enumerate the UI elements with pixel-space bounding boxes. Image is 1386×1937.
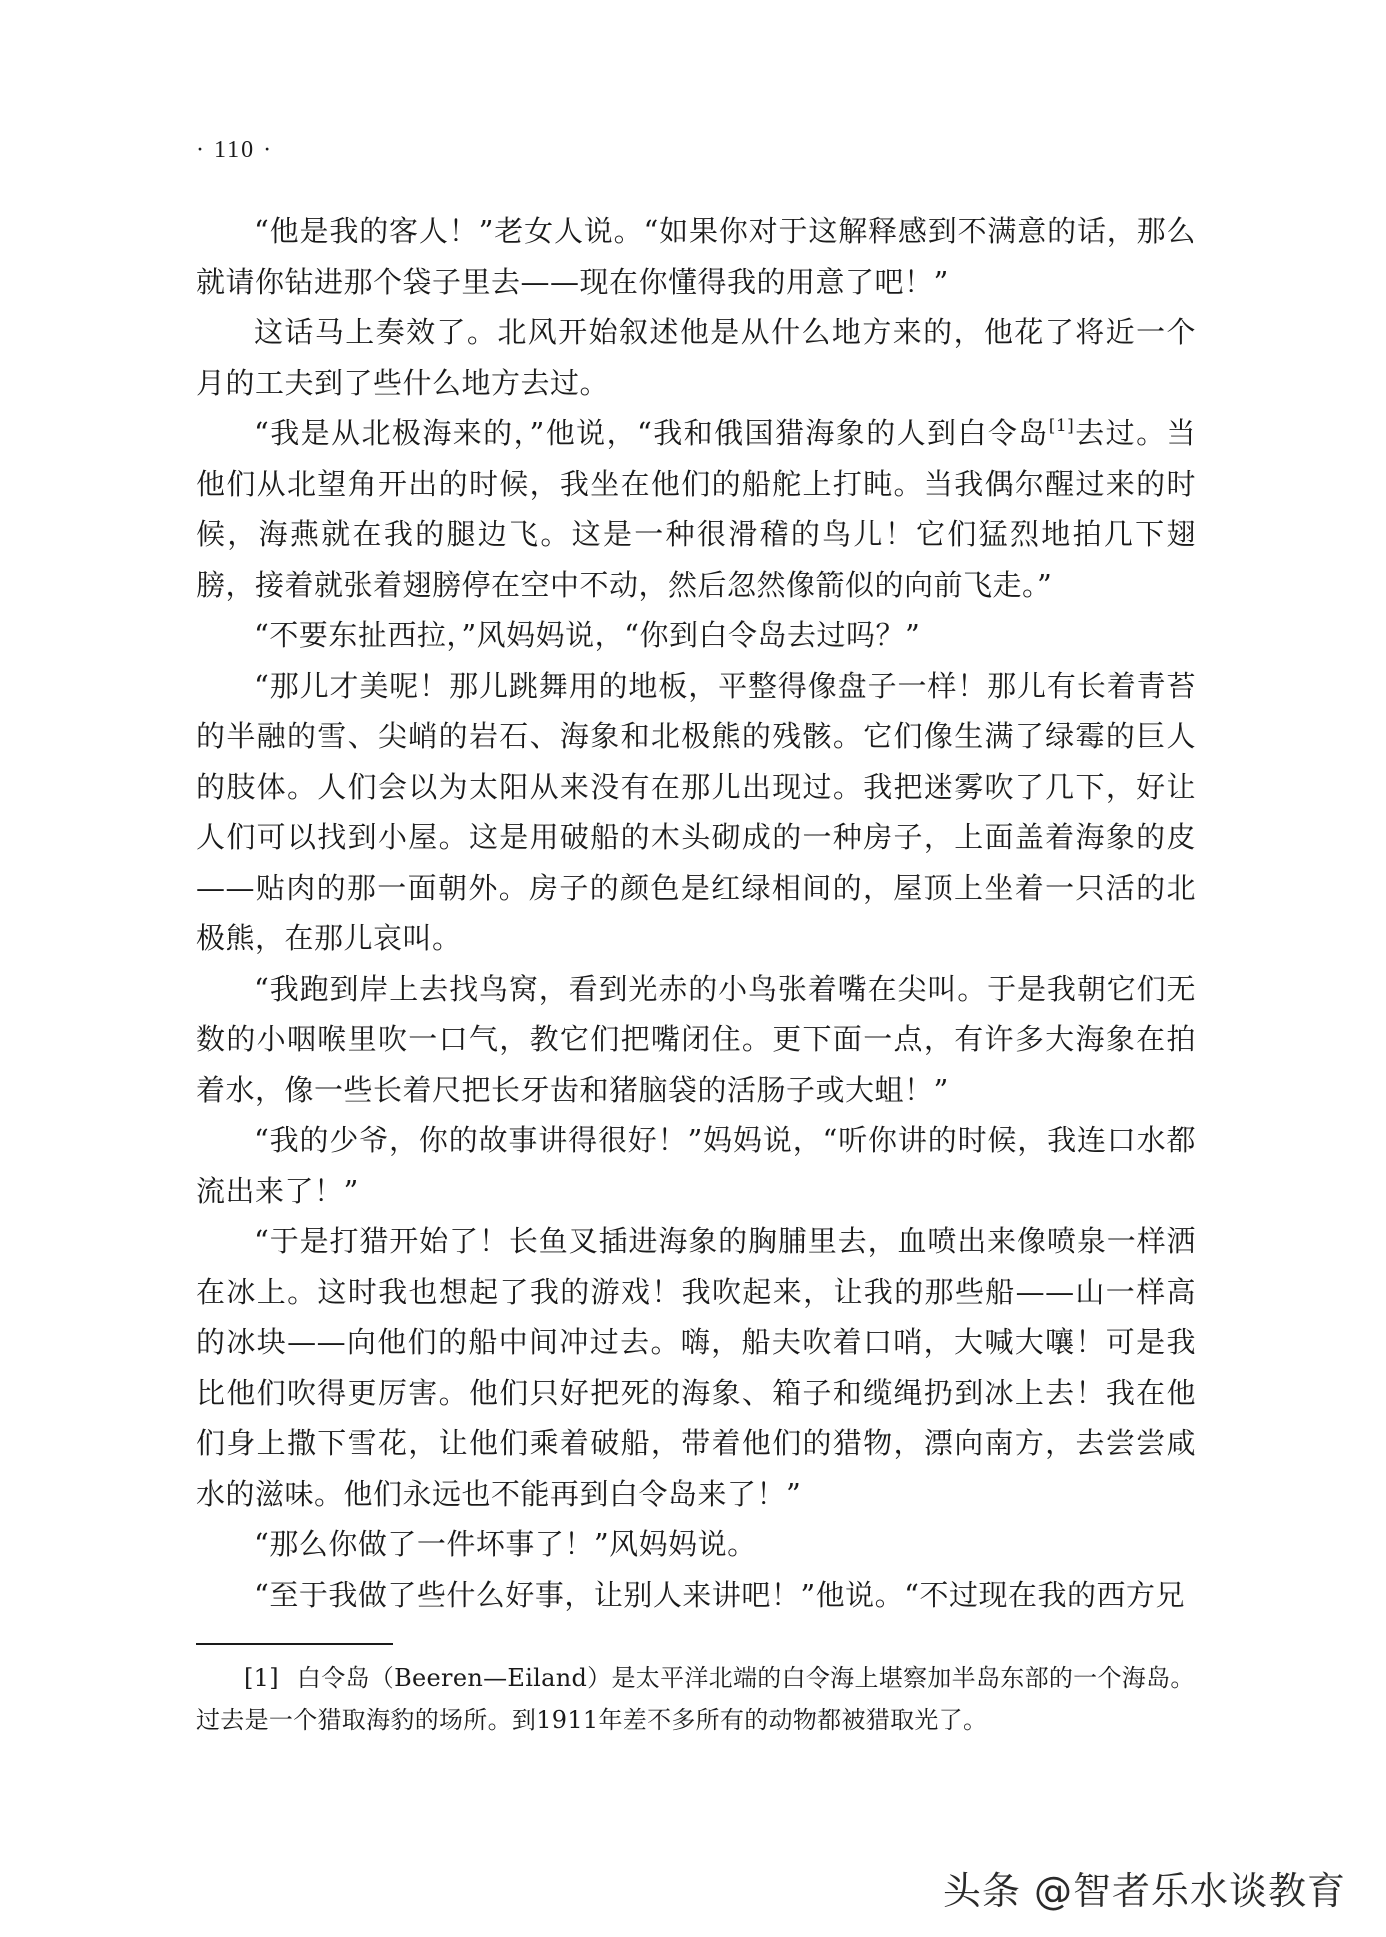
footnote-reference[interactable]: [1] bbox=[1048, 416, 1075, 436]
paragraph: “至于我做了些什么好事，让别人来讲吧！”他说。“不过现在我的西方兄 bbox=[254, 1577, 1185, 1612]
paragraph: “我的少爷，你的故事讲得很好！”妈妈说，“听你讲的时候，我连口水都流出来了！” bbox=[196, 1123, 1196, 1208]
paragraph: 这话马上奏效了。北风开始叙述他是从什么地方来的，他花了将近一个月的工夫到了些什么地方去过。 bbox=[196, 315, 1196, 400]
footnote bbox=[196, 1657, 1196, 1741]
footnote-divider bbox=[196, 1643, 393, 1645]
paragraph: “那儿才美呢！那儿跳舞用的地板，平整得像盘子一样！那儿有长着青苔的半融的雪、尖峭的岩石、海象和北极熊的残骸。它们像生满了绿霉的巨人的肢体。人们会以为太阳从来没有在那儿出现过。我把迷雾吹了几下，好让人们可以找到小屋。这是用破船的木头砌成的一种房子，上面盖着海象的皮——贴肉的那一面朝外。房子的颜色是红绿相间的，屋顶上坐着一只活的北极熊，在那儿哀叫。 bbox=[196, 668, 1196, 955]
paragraph: “不要东扯西拉，”风妈妈说，“你到白令岛去过吗？” bbox=[254, 618, 921, 652]
paragraph bbox=[196, 408, 1196, 610]
paragraph: “我跑到岸上去找鸟窝，看到光赤的小鸟张着嘴在尖叫。于是我朝它们无数的小咽喉里吹一口气，教它们把嘴闭住。更下面一点，有许多大海象在拍着水，像一些长着尺把长牙齿和猪脑袋的活肠子或大蛆！” bbox=[196, 971, 1196, 1107]
page-number: · 110 · bbox=[196, 137, 274, 163]
paragraph: “他是我的客人！”老女人说。“如果你对于这解释感到不满意的话，那么就请你钻进那个袋子里去——现在你懂得我的用意了吧！” bbox=[196, 214, 1196, 299]
body-text bbox=[196, 206, 1196, 1620]
footnote-text: 白令岛（Beeren—Eiland）是太平洋北端的白令海上堪察加半岛东部的一个海岛。过去是一个猎取海豹的场所。到1911年差不多所有的动物都被猎取光了。 bbox=[196, 1664, 1195, 1734]
paragraph-text: 去过。当他们从北望角开出的时候，我坐在他们的船舵上打盹。当我偶尔醒过来的时候，海燕就在我的腿边飞。这是一种很滑稽的鸟儿！它们猛烈地拍几下翅膀，接着就张着翅膀停在空中不动，然后忽然像箭似的向前飞走。” bbox=[196, 416, 1196, 602]
paragraph: “那么你做了一件坏事了！”风妈妈说。 bbox=[254, 1527, 757, 1561]
paragraph: “于是打猎开始了！长鱼叉插进海象的胸脯里去，血喷出来像喷泉一样洒在冰上。这时我也想起了我的游戏！我吹起来，让我的那些船——山一样高的冰块——向他们的船中间冲过去。嗨，船夫吹着口哨，大喊大嚷！可是我比他们吹得更厉害。他们只好把死的海象、箱子和缆绳扔到冰上去！我在他们身上撒下雪花，让他们乘着破船，带着他们的猎物，漂向南方，去尝尝咸水的滋味。他们永远也不能再到白令岛来了！” bbox=[196, 1224, 1196, 1511]
footnote-marker: [1] bbox=[244, 1664, 279, 1692]
watermark: 头条 @智者乐水谈教育 bbox=[942, 1869, 1346, 1913]
paragraph-text: “我是从北极海来的，”他说，“我和俄国猎海象的人到白令岛 bbox=[254, 416, 1049, 450]
